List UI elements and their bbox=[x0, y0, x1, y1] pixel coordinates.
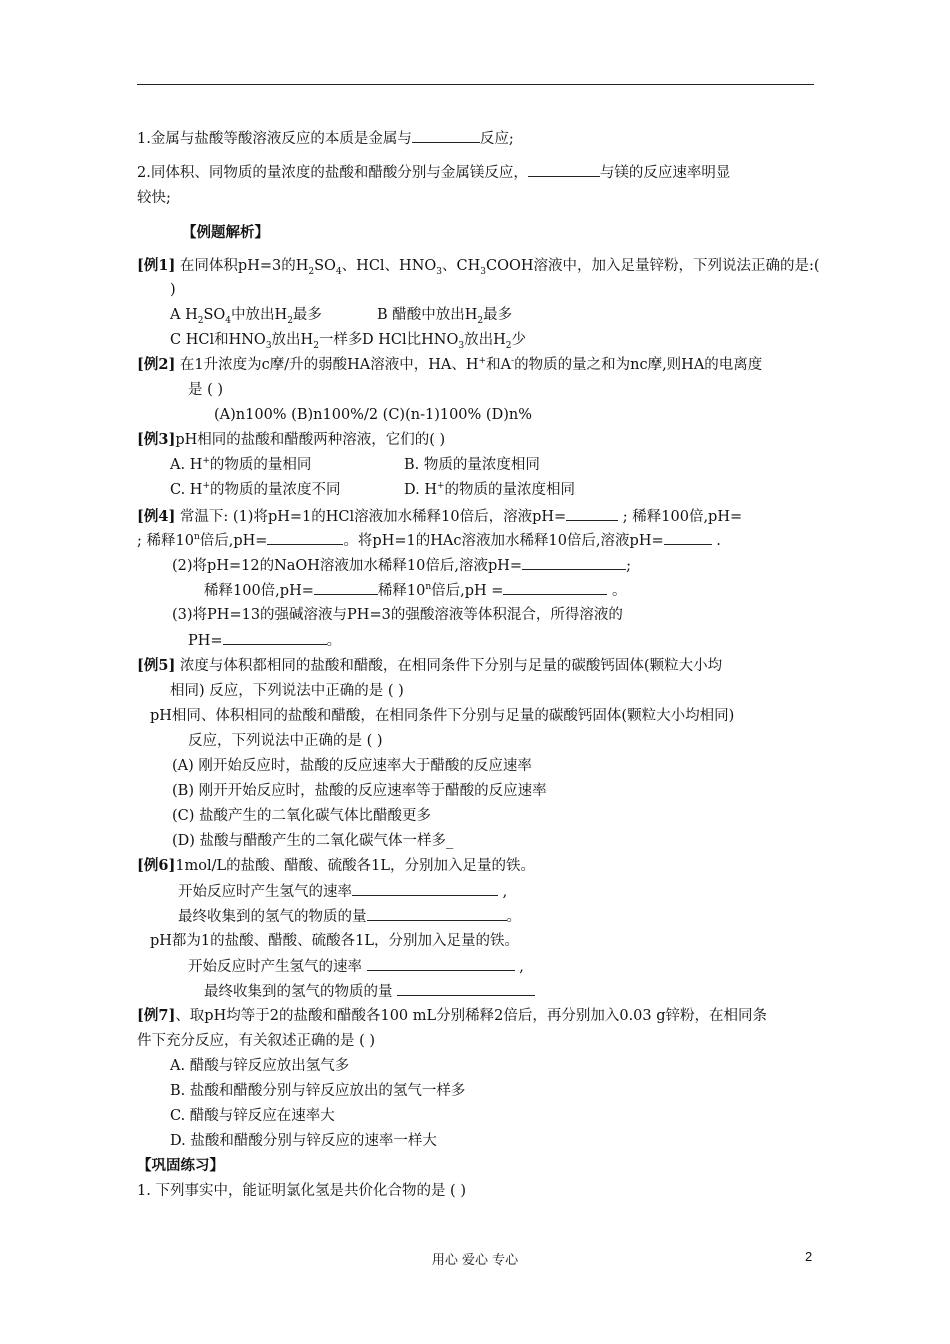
question-2: 2.同体积、同物质的量浓度的盐酸和醋酸分别与金属镁反应， 与镁的反应速率明显 bbox=[137, 162, 730, 183]
example-5-line-4: 反应，下列说法中正确的是 ( ) bbox=[188, 733, 383, 749]
question-1: 1.金属与盐酸等酸溶液反应的本质是金属与 反应; bbox=[137, 128, 514, 149]
example-2: [例2] 在1升浓度为c摩/升的弱酸HA溶液中，HA、H+和A-的物质的量之和为nc摩,则HA的电离度 bbox=[137, 356, 763, 373]
example-5-line-2: 相同) 反应，下列说法中正确的是 ( ) bbox=[170, 683, 404, 699]
example-4-line-2: ; 稀释10$^n$倍后,pH= 。将pH=1的HAc溶液加水稀释10倍后,溶液pH= . bbox=[137, 530, 721, 551]
example-4-line-5: (3)将PH=13的强碱溶液与PH=3的强酸溶液等体积混合，所得溶液的 bbox=[172, 607, 623, 623]
example-4-line-6: PH= 。 bbox=[188, 630, 341, 651]
example-1-option-c: C HCl和$HNO_3$放出$H_2$一样多 bbox=[170, 332, 363, 351]
example-6: [例6]1mol/L的盐酸、醋酸、硫酸各1L，分别加入足量的铁。 bbox=[137, 857, 536, 874]
blank bbox=[367, 906, 507, 921]
blank bbox=[397, 981, 535, 996]
example-6-line-6: 最终收集到的氢气的物质的量 bbox=[204, 981, 535, 1002]
example-2-options: (A)n100% (B)n100%/2 (C)(n-1)100% (D)n% bbox=[214, 407, 532, 423]
example-3-option-a: A. H+的物质的量相同 bbox=[170, 456, 312, 473]
example-7-line-2: 件下充分反应，有关叙述正确的是 ( ) bbox=[137, 1033, 376, 1049]
blank bbox=[503, 580, 607, 595]
example-1-option-a: A $H_2SO_4$中放出$H_2$最多 bbox=[170, 307, 322, 326]
example-5-option-c: (C) 盐酸产生的二氧化碳气体比醋酸更多 bbox=[172, 808, 432, 824]
example-1-close: ) bbox=[170, 282, 176, 298]
example-4-line-3: (2)将pH=12的NaOH溶液加水稀释10倍后,溶液pH= ; bbox=[172, 555, 631, 576]
example-1-option-b: B 醋酸中放出$H_2$最多 bbox=[377, 307, 513, 326]
example-1: [例1] 在同体积pH=3的$H_2SO_4$、HCl、$HNO_3$、$CH_3COOH$溶液中，加入足量锌粉，下列说法正确的是:( bbox=[137, 257, 820, 277]
page-footer: 用心 爱心 专心 bbox=[431, 1253, 519, 1268]
example-7-option-d: D. 盐酸和醋酸分别与锌反应的速率一样大 bbox=[170, 1133, 437, 1149]
example-5-option-a: (A) 刚开始反应时，盐酸的反应速率大于醋酸的反应速率 bbox=[172, 758, 532, 774]
blank bbox=[314, 580, 378, 595]
example-5-option-b: (B) 刚开开始反应时，盐酸的反应速率等于醋酸的反应速率 bbox=[172, 783, 547, 799]
blank bbox=[522, 555, 626, 570]
example-6-line-5: 开始反应时产生氢气的速率 , bbox=[188, 956, 524, 977]
example-7-option-a: A. 醋酸与锌反应放出氢气多 bbox=[170, 1058, 350, 1074]
example-3: [例3]pH相同的盐酸和醋酸两种溶液，它们的( ) bbox=[137, 431, 446, 448]
example-7-option-c: C. 醋酸与锌反应在速率大 bbox=[170, 1108, 335, 1124]
section-heading-practice: 【巩固练习】 bbox=[137, 1157, 224, 1174]
example-4-line-1: [例4] 常温下: (1)将pH=1的HCl溶液加水稀释10倍后，溶液pH= ; 稀释100倍,pH= bbox=[137, 508, 743, 525]
blank bbox=[566, 506, 618, 521]
example-7: [例7]、取pH均等于2的盐酸和醋酸各100 mL分别稀释2倍后，再分别加入0.03 g锌粉，在相同条 bbox=[137, 1007, 768, 1024]
example-6-line-2: 开始反应时产生氢气的速率 , bbox=[178, 881, 507, 902]
example-5-line-3: pH相同、体积相同的盐酸和醋酸，在相同条件下分别与足量的碳酸钙固体(颗粒大小均相同) bbox=[150, 708, 735, 724]
blank bbox=[412, 128, 480, 143]
example-5: [例5] 浓度与体积都相同的盐酸和醋酸，在相同条件下分别与足量的碳酸钙固体(颗粒大小均 bbox=[137, 657, 723, 674]
blank bbox=[528, 162, 600, 177]
example-2-cont: 是 ( ) bbox=[188, 382, 224, 398]
blank bbox=[367, 956, 515, 971]
example-6-line-4: pH都为1的盐酸、醋酸、硫酸各1L，分别加入足量的铁。 bbox=[150, 933, 520, 949]
blank bbox=[664, 530, 712, 545]
example-3-option-c: C. H+的物质的量浓度不同 bbox=[170, 481, 341, 498]
page-number: 2 bbox=[805, 1249, 813, 1264]
blank bbox=[267, 530, 343, 545]
example-3-option-d: D. H+的物质的量浓度相同 bbox=[404, 481, 576, 498]
header-rule bbox=[137, 84, 814, 85]
section-heading-examples: 【例题解析】 bbox=[182, 224, 269, 241]
example-7-option-b: B. 盐酸和醋酸分别与锌反应放出的氢气一样多 bbox=[170, 1083, 466, 1099]
question-2-cont: 较快; bbox=[137, 190, 171, 206]
blank bbox=[352, 881, 498, 896]
example-5-option-d: (D) 盐酸与醋酸产生的二氧化碳气体一样多_ bbox=[172, 833, 454, 849]
practice-question-1: 1. 下列事实中，能证明氯化氢是共价化合物的是 ( ) bbox=[137, 1183, 466, 1199]
example-4-line-4: 稀释100倍,pH= 稀释10$^n$倍后,pH = 。 bbox=[204, 580, 627, 601]
blank bbox=[223, 630, 327, 645]
example-1-option-d: D HCl比$HNO_3$放出$H_2$少 bbox=[362, 332, 526, 351]
example-3-option-b: B. 物质的量浓度相同 bbox=[404, 457, 540, 473]
example-6-line-3: 最终收集到的氢气的物质的量 。 bbox=[178, 906, 521, 927]
